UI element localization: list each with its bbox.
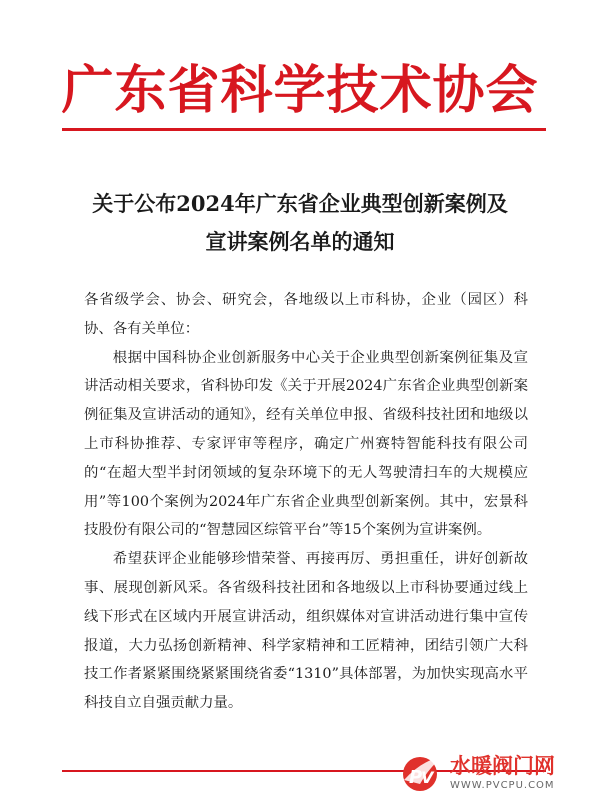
site-watermark bbox=[400, 749, 596, 797]
pv-swoosh-logo-icon bbox=[400, 750, 446, 796]
notice-paragraph-1: 根据中国科协企业创新服务中心关于企业典型创新案例征集及宣讲活动相关要求，省科协印发《关于开展2024广东省企业典型创新案例征集及宣讲活动的通知》，经有关单位申报、省级科技社团和地级以上市科协推荐、专家评审等程序，确定广州赛特智能科技有限公司的“在超大型半封闭领域的复杂环境下的无人驾驶清扫车的大规模应用”等100个案例为2024年广东省企业典型创新案例。其中，宏景科技股份有限公司的“智慧园区综管平台”等15个案例为宣讲案例。 bbox=[84, 349, 528, 539]
letterhead-org-name: 广东省科学技术协会 bbox=[61, 61, 539, 121]
svg-text:P: P bbox=[409, 767, 423, 788]
notice-paragraph-2: 希望获评企业能够珍惜荣誉、再接再厉、勇担重任，讲好创新故事、展现创新风采。各省级科技社团和各地级以上市科协要通过线上线下形式在区域内开展宣讲活动，组织媒体对宣讲活动进行集中宣传报道，大力弘扬创新精神、科学家精神和工匠精神，团结引领广大科技工作者紧紧围绕紧紧围绕省委“1310”具体部署，为加快实现高水平科技自立自强贡献力量。 bbox=[84, 551, 528, 712]
svg-text:V: V bbox=[421, 768, 434, 787]
notice-title-line-2: 宣讲案例名单的通知 bbox=[205, 229, 395, 254]
letterhead-red-rule bbox=[62, 128, 546, 131]
watermark-brand: 水暖阀门网 bbox=[450, 754, 555, 778]
notice-body bbox=[84, 286, 528, 718]
watermark-url: WWW.PVCPU.COM bbox=[450, 780, 555, 791]
notice-salutation: 各省级学会、协会、研究会，各地级以上市科协，企业（园区）科协、各有关单位： bbox=[84, 292, 528, 337]
notice-title bbox=[40, 185, 560, 261]
notice-title-line-1: 关于公布2024年广东省企业典型创新案例及 bbox=[92, 191, 508, 216]
